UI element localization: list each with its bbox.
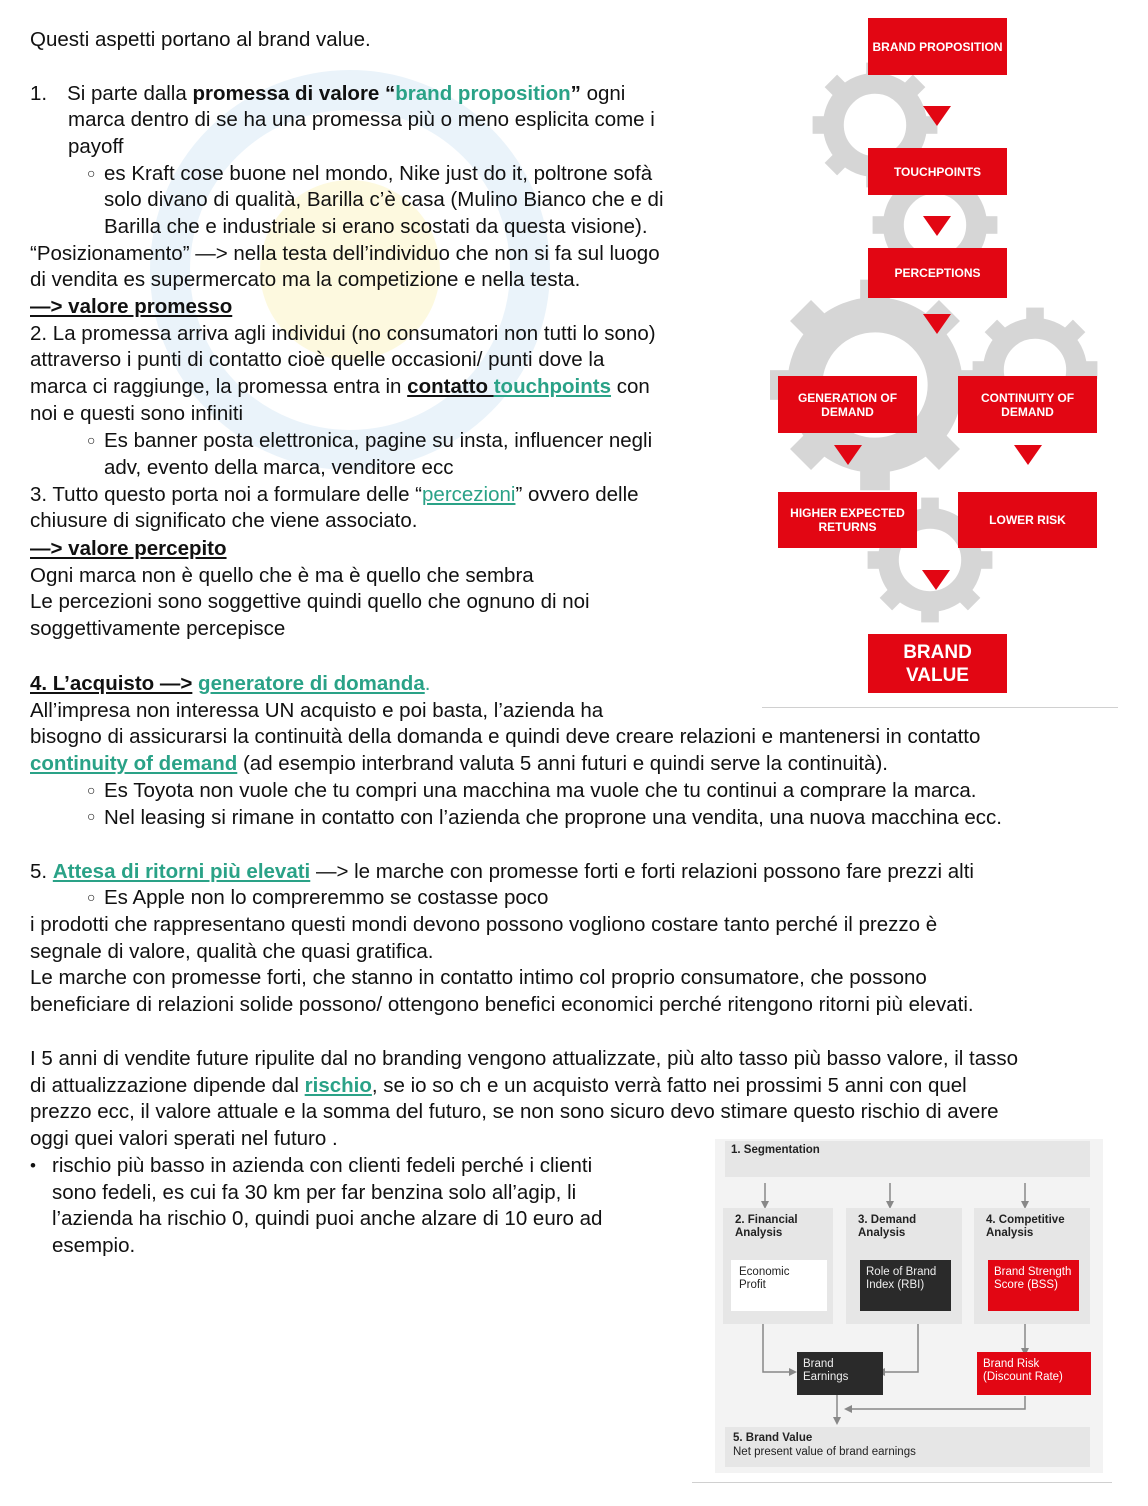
item4-line1: 4. L’acquisto —> generatore di domanda. — [30, 672, 431, 695]
intro-line: Questi aspetti portano al brand value. — [30, 28, 371, 51]
p6-line2: di attualizzazione dipende dal rischio, se io so ch e un acquisto verrà fatto nei prossimi 5 anni con quel — [30, 1074, 967, 1097]
p6-line1: I 5 anni di vendite future ripulite dal no branding vengono attualizzate, più alto tasso più basso valore, il tasso — [30, 1047, 1019, 1070]
item1-line1: 1. Si parte dalla promessa di valore “brand proposition” ogni — [30, 82, 626, 105]
brand-value-gear-diagram — [770, 10, 1120, 710]
risk-line2: sono fedeli, es cui fa 30 km per far benzina solo all’agip, li — [52, 1181, 577, 1204]
item3-line2: chiusure di significato che viene associato. — [30, 509, 418, 532]
divider — [762, 707, 1118, 708]
item2-line2: attraverso i punti di contatto cioè quelle occasioni/ punti dove la — [30, 348, 605, 371]
divider — [692, 1482, 1112, 1483]
risk-line3: l’azienda ha rischio 0, quindi puoi anche alzare di 10 euro ad — [52, 1207, 603, 1230]
sub1-line3: Barilla che e industriale si erano scostati da questa visione). — [104, 215, 648, 238]
perc-line1: Ogni marca non è quello che è ma è quello che sembra — [30, 564, 534, 587]
higher-expected-returns-box: HIGHER EXPECTED RETURNS — [778, 492, 917, 548]
down-arrow-icon — [923, 216, 951, 236]
p6-line3: prezzo ecc, il valore attuale e la somma del futuro, se non sono sicuro devo stimare questo rischio di avere — [30, 1100, 999, 1123]
brand-earnings-box: Brand Earnings — [797, 1352, 883, 1395]
risk-line4: esempio. — [52, 1234, 136, 1257]
brand-value-subtitle: Net present value of brand earnings — [733, 1446, 916, 1458]
brand-risk-box: Brand Risk (Discount Rate) — [977, 1352, 1091, 1395]
hollow-bullet: ○ — [87, 808, 96, 824]
posizionamento-line1: “Posizionamento” —> nella testa dell’individuo che non si fa sul luogo — [30, 242, 660, 265]
down-arrow-icon — [1014, 445, 1042, 465]
segmentation-box: 1. Segmentation — [725, 1141, 1090, 1177]
brand-proposition-box: BRAND PROPOSITION — [868, 18, 1007, 75]
brand-value-box: BRAND VALUE — [868, 634, 1007, 693]
item2-line3: marca ci raggiunge, la promessa entra in contatto touchpoints con — [30, 375, 650, 398]
rbi-box: Role of Brand Index (RBI) — [860, 1260, 951, 1311]
posizionamento-line2: di vendita es supermercato ma la competizione e nella testa. — [30, 268, 581, 291]
competitive-analysis-box: 4. Competitive Analysis — [974, 1208, 1090, 1324]
sub1-line2: solo divano di qualità, Barilla c’è casa (Mulino Bianco che e di — [104, 188, 664, 211]
perc-line2: Le percezioni sono soggettive quindi quello che ognuno di noi — [30, 590, 590, 613]
item5-line1: 5. Attesa di ritorni più elevati —> le marche con promesse forti e forti relazioni possono fare prezzi alti — [30, 860, 974, 883]
brand-value-title: 5. Brand Value — [733, 1432, 813, 1444]
generation-of-demand-box: GENERATION OF DEMAND — [778, 376, 917, 433]
demand-analysis-box: 3. Demand Analysis — [846, 1208, 962, 1324]
economic-profit-box: Economic Profit — [731, 1260, 827, 1311]
item4-line2: All’impresa non interessa UN acquisto e poi basta, l’azienda ha — [30, 699, 604, 722]
risk-bullet: • — [30, 1156, 36, 1175]
sub2-line1: Es banner posta elettronica, pagine su insta, influencer negli — [104, 429, 653, 452]
p6-line4: oggi quei valori sperati nel futuro . — [30, 1127, 338, 1150]
lower-risk-box: LOWER RISK — [958, 492, 1097, 548]
p5-line1: i prodotti che rappresentano questi mondi devono possono vogliono costare tanto perché il prezzo è — [30, 913, 938, 936]
p5-line3: Le marche con promesse forti, che stanno in contatto intimo col proprio consumatore, che possono — [30, 966, 927, 989]
perc-line3: soggettivamente percepisce — [30, 617, 286, 640]
brand-value-result-box — [725, 1427, 1090, 1467]
item4-line3: bisogno di assicurarsi la continuità della domanda e quindi deve creare relazioni e mantenersi in contatto — [30, 725, 981, 748]
valore-percepito-heading: —> valore percepito — [30, 537, 227, 560]
gears-graphic — [770, 10, 1120, 710]
p5-line2: segnale di valore, qualità che quasi gratifica. — [30, 940, 434, 963]
item1-line3: payoff — [68, 135, 124, 158]
hollow-bullet: ○ — [87, 165, 96, 181]
item1-line2: marca dentro di se ha una promessa più o meno esplicita come i — [68, 108, 655, 131]
item3-line1: 3. Tutto questo porta noi a formulare delle “percezioni” ovvero delle — [30, 483, 639, 506]
sub1-line1: es Kraft cose buone nel mondo, Nike just do it, poltrone sofà — [104, 162, 653, 185]
item2-line1: 2. La promessa arriva agli individui (no consumatori non tutti lo sono) — [30, 322, 656, 345]
sub4-line1: Es Toyota non vuole che tu compri una macchina ma vuole che tu continui a comprare la marca. — [104, 779, 977, 802]
hollow-bullet: ○ — [87, 432, 96, 448]
p5-line4: beneficiare di relazioni solide possono/ ottengono benefici economici perché ritengono ritorni più elevati. — [30, 993, 974, 1016]
item4-line4: continuity of demand (ad esempio interbrand valuta 5 anni futuri e quindi serve la continuità). — [30, 752, 888, 775]
hollow-bullet: ○ — [87, 782, 96, 798]
touchpoints-box: TOUCHPOINTS — [868, 148, 1007, 195]
brand-valuation-flow-diagram — [715, 1139, 1103, 1473]
perceptions-box: PERCEPTIONS — [868, 248, 1007, 298]
hollow-bullet: ○ — [87, 889, 96, 905]
bss-box: Brand Strength Score (BSS) — [988, 1260, 1079, 1311]
sub5-line: Es Apple non lo compreremmo se costasse poco — [104, 886, 549, 909]
valore-promesso-heading: —> valore promesso — [30, 295, 233, 318]
sub2-line2: adv, evento della marca, venditore ecc — [104, 456, 454, 479]
risk-line1: rischio più basso in azienda con clienti fedeli perché i clienti — [52, 1154, 593, 1177]
financial-analysis-box: 2. Financial Analysis — [723, 1208, 833, 1324]
item2-line4: noi e questi sono infiniti — [30, 402, 244, 425]
continuity-of-demand-box: CONTINUITY OF DEMAND — [958, 376, 1097, 433]
sub4-line2: Nel leasing si rimane in contatto con l’azienda che proprone una vendita, una nuova macchina ecc. — [104, 806, 1002, 829]
